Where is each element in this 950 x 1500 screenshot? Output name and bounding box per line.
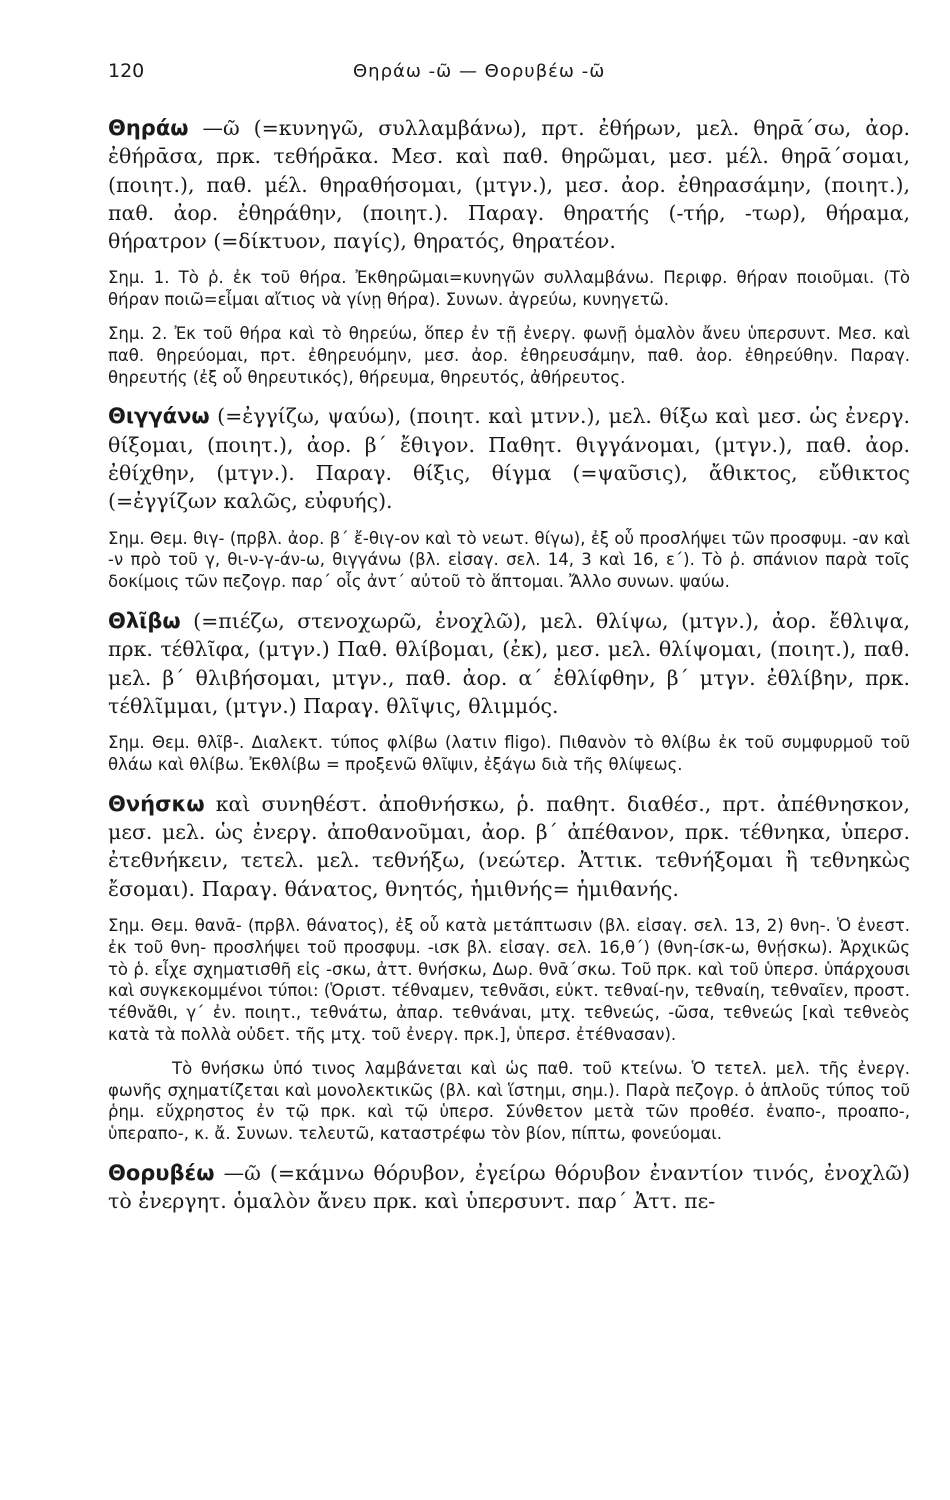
entry-lemma: Θλῖβω (108, 609, 181, 634)
entry-body: —ῶ (=κάμνω θόρυβον, ἐγείρω θόρυβον ἐναντίον τινός, ἐνοχλῶ) τὸ ἐνεργητ. ὁμαλὸν ἄνευ πρκ. καὶ ὑπερσυντ. παρ΄ Ἀττ. πε- (108, 1160, 910, 1214)
entry-body: —ῶ (=κυνηγῶ, συλλαμβάνω), πρτ. ἐθήρων, μελ. θηρᾱ΄σω, ἀορ. ἐθήρᾱσα, πρκ. τεθήρᾱκα. Μεσ. καὶ παθ. θηρῶμαι, μεσ. μέλ. θηρᾱ΄σομαι, (ποιητ.), παθ. μέλ. θηραθήσομαι, (μτγν.), μεσ. ἀορ. ἐθηρασάμην, (ποιητ.), παθ. ἀορ. ἐθηράθην, (ποιητ.). Παραγ. θηρατής (-τήρ, -τωρ), θήραμα, θήρατρον (=δίκτυον, παγίς), θηρατός, θηρατέον. (108, 116, 910, 254)
entry-thiggano (108, 402, 910, 515)
note-thiggano: Σημ. Θεμ. θιγ- (πρβλ. ἀορ. β΄ ἔ-θιγ-ον καὶ τὸ νεωτ. θίγω), ἐξ οὗ προσλήψει τῶν προσφυμ. -αν καὶ -ν πρὸ τοῦ γ, θι-ν-γ-άν-ω, θιγγάνω (βλ. εἰσαγ. σελ. 14, 3 καὶ 16, ε΄). Τὸ ῥ. σπάνιον παρὰ τοῖς δοκίμοις τῶν πεζογρ. παρ΄ οἷς ἀντ΄ αὐτοῦ τὸ ἅπτομαι. Ἄλλο συνων. ψαύω. (108, 528, 910, 592)
entry-thlivo (108, 607, 910, 720)
entry-thoryveo (108, 1159, 910, 1216)
note-thlivo: Σημ. Θεμ. θλῖβ-. Διαλεκτ. τύπος φλίβω (λατιν fligo). Πιθανὸν τὸ θλίβω ἐκ τοῦ συμφυρμοῦ τοῦ θλάω καὶ θλίβω. Ἐκθλίβω = προξενῶ θλῖψιν, ἐξάγω διὰ τῆς θλίψεως. (108, 733, 910, 775)
entry-lemma: Θιγγάνω (108, 404, 210, 429)
note-thirao-1: Σημ. 1. Τὸ ῥ. ἐκ τοῦ θήρα. Ἐκθηρῶμαι=κυνηγῶν συλλαμβάνω. Περιφρ. θήραν ποιοῦμαι. (Τὸ θήραν ποιῶ=εἶμαι αἴτιος νὰ γίνῃ θήρα). Συνων. ἀγρεύω, κυνηγετῶ. (108, 268, 910, 310)
entry-thirao (108, 114, 910, 255)
note-thirao-2: Σημ. 2. Ἐκ τοῦ θήρα καὶ τὸ θηρεύω, ὅπερ ἐν τῇ ἐνεργ. φωνῇ ὁμαλὸν ἄνευ ὑπερσυντ. Μεσ. καὶ παθ. θηρεύομαι, πρτ. ἐθηρευόμην, μεσ. ἀορ. ἐθηρευσάμην, παθ. ἀορ. ἐθηρεύθην. Παραγ. θηρευτής (ἐξ οὗ θηρευτικός), θήρευμα, θηρευτός, ἀθήρευτος. (108, 324, 910, 387)
running-head (108, 60, 910, 88)
page-number: 120 (108, 60, 145, 82)
entry-body: (=πιέζω, στενοχωρῶ, ἐνοχλῶ), μελ. θλίψω, (μτγν.), ἀορ. ἔθλιψα, πρκ. τέθλῖφα, (μτγν.) Παθ. θλίβομαι, (ἐκ), μεσ. μελ. θλίψομαι, (ποιητ.), παθ. μελ. β΄ θλιβήσομαι, μτγν., παθ. ἀορ. α΄ ἐθλίφθην, β΄ μτγν. ἐθλίβην, πρκ. τέθλῖμμαι, (μτγν.) Παραγ. θλῖψις, θλιμμός. (108, 609, 910, 718)
entry-body: (=ἐγγίζω, ψαύω), (ποιητ. καὶ μτνν.), μελ. θίξω καὶ μεσ. ὡς ἐνεργ. θίξομαι, (ποιητ.), ἀορ. β΄ ἔθιγον. Παθητ. θιγγάνομαι, (μτγν.), παθ. ἀορ. ἐθίχθην, (μτγν.). Παραγ. θίξις, θίγμα (=ψαῦσις), ἄθικτος, εὔθικτος (=ἐγγίζων καλῶς, εὐφυής). (108, 404, 910, 514)
entry-lemma: Θηράω (108, 116, 189, 140)
running-title: Θηράω -ῶ — Θορυβέω -ῶ (353, 61, 606, 82)
note-thnisko-1: Σημ. Θεμ. θανᾱ- (πρβλ. θάνατος), ἐξ οὗ κατὰ μετάπτωσιν (βλ. εἰσαγ. σελ. 13, 2) θνη-. Ὁ ἐνεστ. ἐκ τοῦ θνη- προσλήψει τοῦ προσφυμ. -ισκ βλ. εἰσαγ. σελ. 16,θ΄) (θνη-ίσκ-ω, θνῄσκω). Ἀρχικῶς τὸ ῥ. εἶχε σχηματισθῆ εἰς -σκω, ἀττ. θνήσκω, Δωρ. θνᾱ΄σκω. Τοῦ πρκ. καὶ τοῦ ὑπερσ. ὑπάρχουσι καὶ συγκεκομμένοι τύποι: (Ὁριστ. τέθναμεν, τεθνᾶσι, εὐκτ. τεθναί-ην, τεθναίη, τεθναῖεν, προστ. τέθνᾰθι, γ΄ ἐν. ποιητ., τεθνάτω, ἀπαρ. τεθνάναι, μτχ. τεθνεώς, -ῶσα, τεθνεώς [καὶ τεθνεὸς κατὰ τὰ πολλὰ οὐδετ. τῆς μτχ. τοῦ ἐνεργ. πρκ.], ὑπερσ. ἐτέθνασαν). (108, 916, 910, 1044)
entry-thnisko (108, 790, 910, 903)
entry-lemma: Θορυβέω (108, 1160, 215, 1185)
entry-lemma: Θνήσκω (108, 791, 205, 816)
note-thnisko-2: Τὸ θνήσκω ὑπό τινος λαμβάνεται καὶ ὡς παθ. τοῦ κτείνω. Ὁ τετελ. μελ. τῆς ἐνεργ. φωνῆς σχηματίζεται καὶ μονολεκτικῶς (βλ. καὶ ἵστημι, σημ.). Παρὰ πεζογρ. ὁ ἁπλοῦς τύπος τοῦ ῥημ. εὔχρηστος ἐν τῷ πρκ. καὶ τῷ ὑπερσ. Σύνθετον μετὰ τῶν προθέσ. ἐναπο-, προαπο-, ὑπεραπο-, κ. ἄ. Συνων. τελευτῶ, καταστρέφω τὸν βίον, πίπτω, φονεύομαι. (108, 1058, 910, 1144)
entry-body: καὶ συνηθέστ. ἀποθνήσκω, ῥ. παθητ. διαθέσ., πρτ. ἀπέθνησκον, μεσ. μελ. ὡς ἐνεργ. ἀποθανοῦμαι, ἀορ. β΄ ἀπέθανον, πρκ. τέθνηκα, ὑπερσ. ἐτεθνήκειν, τετελ. μελ. τεθνήξω, (νεώτερ. Ἀττικ. τεθνήξομαι ἢ τεθνηκὼς ἔσομαι). Παραγ. θάνατος, θνητός, ἡμιθνής= ἡμιθανής. (108, 791, 910, 901)
